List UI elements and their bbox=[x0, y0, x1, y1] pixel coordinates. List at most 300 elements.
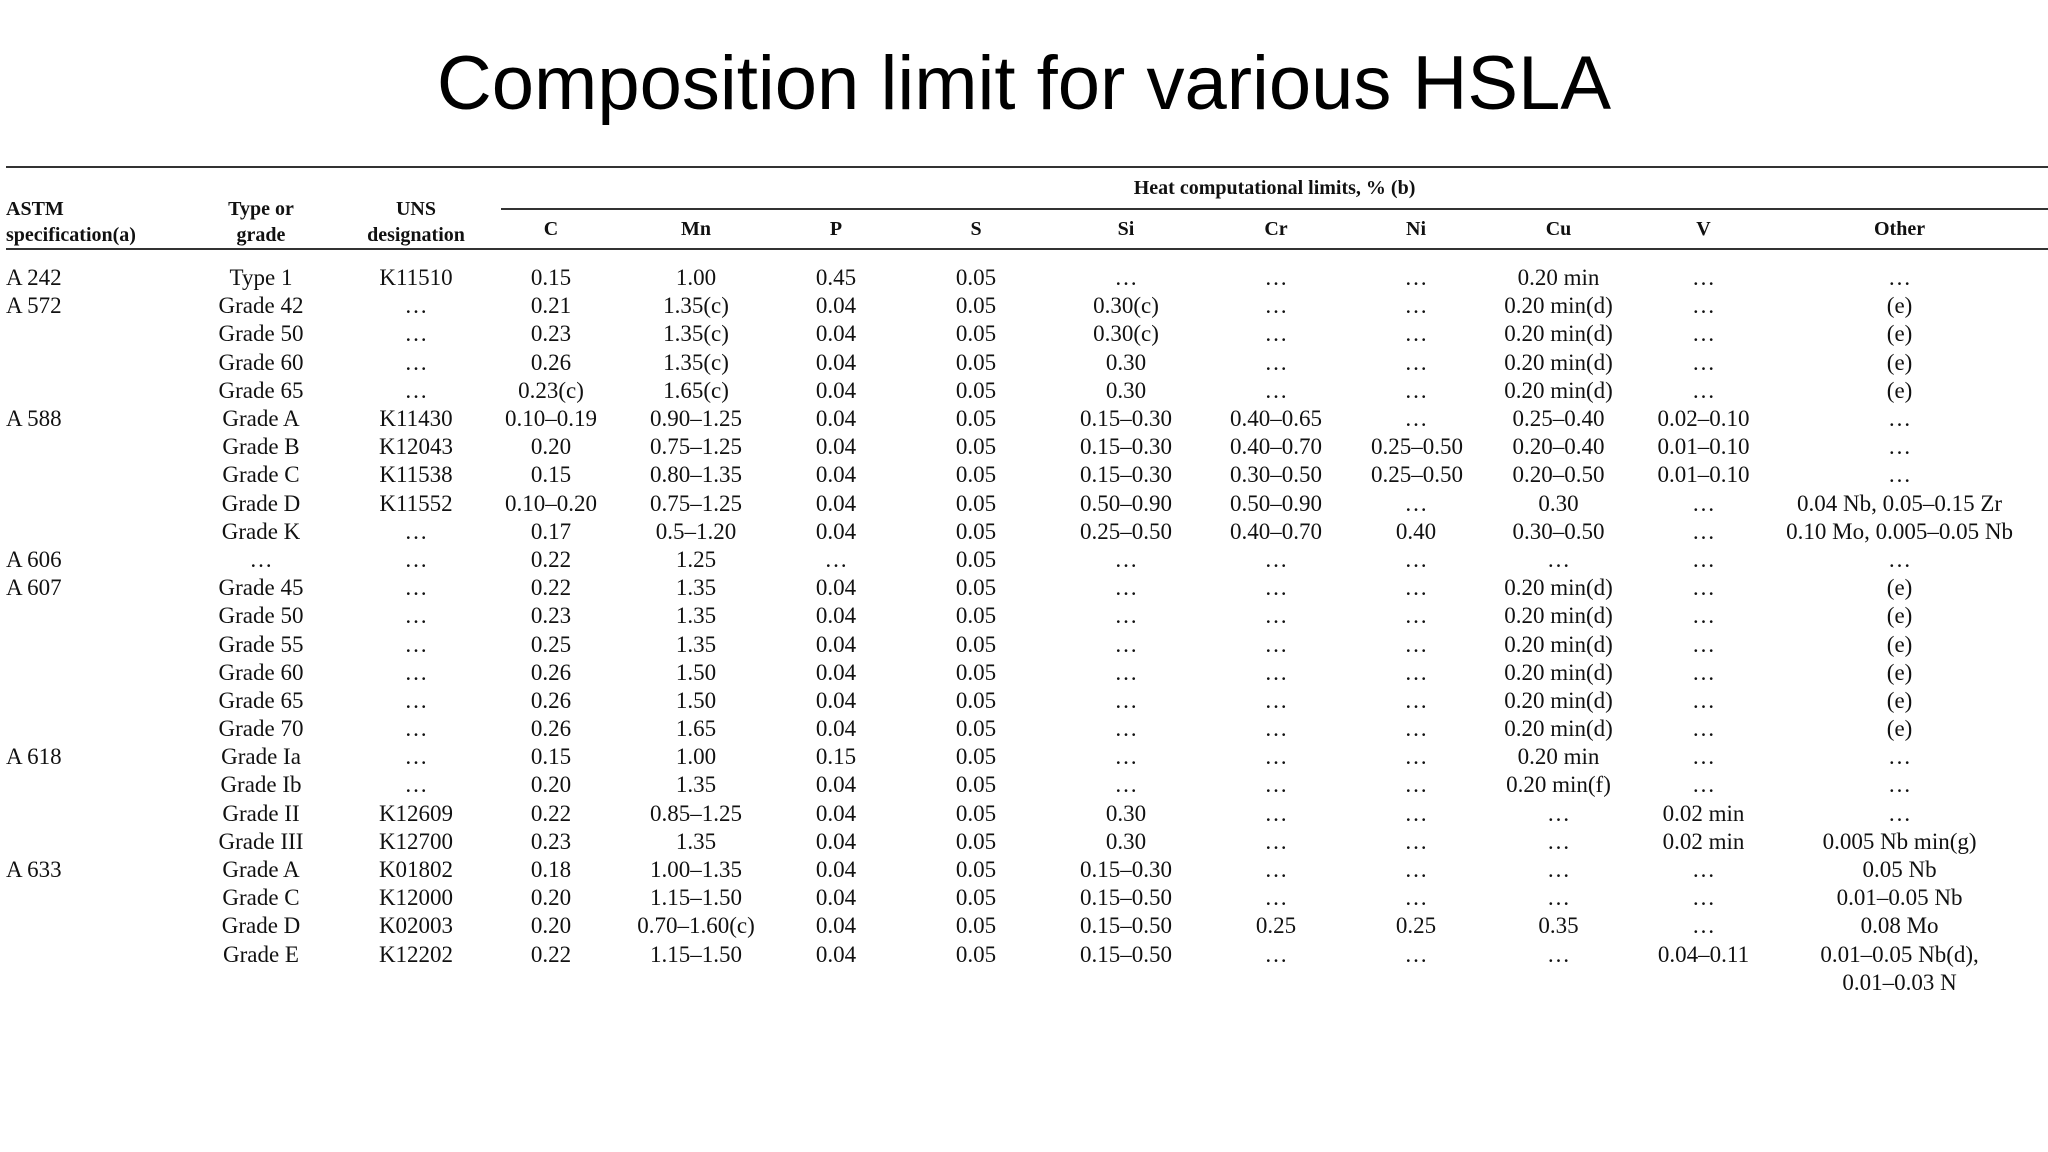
table-row bbox=[6, 574, 2048, 602]
cell-cr: … bbox=[1264, 857, 1288, 883]
cell-v: … bbox=[1692, 716, 1715, 742]
cell-uns: … bbox=[404, 687, 428, 713]
cell-c: 0.15 bbox=[530, 744, 572, 770]
header-ni: Ni bbox=[1406, 218, 1426, 240]
cell-p: 0.04 bbox=[815, 913, 857, 939]
cell-c: 0.22 bbox=[530, 575, 572, 601]
cell-si: 0.30 bbox=[1105, 377, 1147, 403]
cell-s: 0.05 bbox=[955, 800, 997, 826]
cell-c: 0.22 bbox=[530, 800, 572, 826]
cell-cu: … bbox=[1547, 800, 1570, 826]
header-uns: UNS designation bbox=[367, 198, 465, 246]
cell-si: 0.15–0.30 bbox=[1080, 406, 1172, 432]
cell-cr: … bbox=[1264, 659, 1288, 685]
cell-s: 0.05 bbox=[955, 490, 997, 516]
cell-si: 0.50–0.90 bbox=[1080, 490, 1172, 516]
cell-si: … bbox=[1114, 772, 1138, 798]
table-header bbox=[6, 168, 2048, 249]
cell-v: 0.02 min bbox=[1662, 828, 1745, 854]
cell-cr: … bbox=[1264, 800, 1288, 826]
cell-p: 0.04 bbox=[815, 321, 857, 347]
cell-si: 0.15–0.50 bbox=[1080, 941, 1172, 967]
cell-uns: … bbox=[404, 349, 428, 375]
cell-ni: … bbox=[1404, 603, 1428, 629]
cell-cr: … bbox=[1264, 575, 1288, 601]
cell-ni: … bbox=[1404, 659, 1428, 685]
cell-ni: … bbox=[1404, 828, 1428, 854]
cell-s: 0.05 bbox=[955, 349, 997, 375]
cell-cu: … bbox=[1547, 885, 1570, 911]
cell-ni: … bbox=[1404, 885, 1428, 911]
cell-c: 0.18 bbox=[530, 857, 572, 883]
cell-c: 0.23 bbox=[530, 321, 572, 347]
cell-p: 0.04 bbox=[815, 490, 857, 516]
cell-spec bbox=[6, 518, 191, 546]
cell-cr: 0.30–0.50 bbox=[1230, 462, 1322, 488]
cell-v: … bbox=[1692, 885, 1715, 911]
cell-other: … bbox=[1888, 462, 1912, 488]
cell-ni: … bbox=[1404, 490, 1428, 516]
cell-c: 0.20 bbox=[530, 913, 572, 939]
table-row bbox=[6, 715, 2048, 743]
cell-grade: Grade Ib bbox=[220, 772, 302, 798]
cell-uns: K11552 bbox=[379, 490, 453, 516]
cell-other: … bbox=[1888, 800, 1912, 826]
cell-spec bbox=[6, 828, 191, 856]
cell-uns: K11538 bbox=[379, 462, 453, 488]
cell-c: 0.17 bbox=[530, 518, 572, 544]
cell-c: 0.26 bbox=[530, 716, 572, 742]
cell-v: … bbox=[1692, 659, 1715, 685]
table-row bbox=[6, 743, 2048, 771]
cell-ni: 0.40 bbox=[1395, 518, 1437, 544]
cell-spec bbox=[6, 320, 191, 348]
cell-uns: K11430 bbox=[379, 406, 453, 432]
cell-s: 0.05 bbox=[955, 321, 997, 347]
cell-other: (e) bbox=[1886, 687, 1913, 713]
cell-spec bbox=[6, 912, 191, 940]
cell-c: 0.15 bbox=[530, 462, 572, 488]
cell-cu: 0.20 min(d) bbox=[1504, 659, 1613, 685]
cell-mn: 0.5–1.20 bbox=[655, 518, 737, 544]
cell-si: 0.30 bbox=[1105, 800, 1147, 826]
cell-p: 0.15 bbox=[815, 744, 857, 770]
cell-other: (e) bbox=[1886, 575, 1913, 601]
header-s: S bbox=[970, 218, 982, 240]
cell-v: … bbox=[1692, 546, 1715, 572]
cell-ni: … bbox=[1404, 716, 1428, 742]
cell-other: … bbox=[1888, 265, 1912, 291]
cell-p: 0.04 bbox=[815, 377, 857, 403]
cell-c: 0.20 bbox=[530, 772, 572, 798]
cell-grade: Grade B bbox=[222, 434, 300, 460]
cell-cr: … bbox=[1264, 744, 1288, 770]
cell-grade: Grade 50 bbox=[218, 321, 304, 347]
cell-p: 0.04 bbox=[815, 575, 857, 601]
cell-si: 0.15–0.30 bbox=[1080, 857, 1172, 883]
composition-table-container bbox=[6, 166, 2048, 997]
cell-other: 0.04 Nb, 0.05–0.15 Zr bbox=[1797, 490, 2003, 516]
cell-grade: Grade 55 bbox=[218, 631, 304, 657]
cell-spec: A 606 bbox=[6, 546, 62, 572]
cell-ni: … bbox=[1404, 293, 1428, 319]
cell-cu: 0.20 min(d) bbox=[1504, 687, 1613, 713]
cell-cu: 0.20 min(d) bbox=[1504, 716, 1613, 742]
cell-ni: … bbox=[1404, 575, 1428, 601]
cell-uns: K02003 bbox=[378, 913, 454, 939]
cell-si: … bbox=[1114, 631, 1138, 657]
cell-v: … bbox=[1692, 857, 1715, 883]
cell-cr: … bbox=[1264, 941, 1288, 967]
cell-cu: 0.20 min(f) bbox=[1506, 772, 1611, 798]
cell-s: 0.05 bbox=[955, 828, 997, 854]
cell-si: … bbox=[1114, 546, 1138, 572]
cell-other: 0.01–0.05 Nb(d), bbox=[1820, 941, 1979, 967]
cell-ni: … bbox=[1404, 631, 1428, 657]
cell-si: … bbox=[1114, 603, 1138, 629]
cell-s: 0.05 bbox=[955, 857, 997, 883]
cell-grade: Grade A bbox=[222, 857, 300, 883]
cell-c: 0.10–0.20 bbox=[505, 490, 597, 516]
cell-mn: 0.75–1.25 bbox=[650, 434, 742, 460]
cell-si bbox=[1071, 969, 1181, 997]
cell-mn: 1.50 bbox=[675, 687, 717, 713]
cell-s: 0.05 bbox=[955, 265, 997, 291]
cell-cr: 0.40–0.70 bbox=[1230, 434, 1322, 460]
cell-ni: 0.25 bbox=[1395, 913, 1437, 939]
cell-grade: Type 1 bbox=[229, 265, 293, 291]
cell-other: (e) bbox=[1886, 349, 1913, 375]
cell-cr: … bbox=[1264, 631, 1288, 657]
header-type: Type or grade bbox=[228, 198, 294, 246]
header-other: Other bbox=[1874, 218, 1926, 240]
cell-other: 0.10 Mo, 0.005–0.05 Nb bbox=[1786, 518, 2013, 544]
cell-s: 0.05 bbox=[955, 941, 997, 967]
cell-c bbox=[501, 969, 601, 997]
cell-ni: 0.25–0.50 bbox=[1371, 462, 1463, 488]
cell-spec bbox=[6, 461, 191, 489]
cell-grade: Grade D bbox=[221, 913, 301, 939]
cell-p: 0.04 bbox=[815, 603, 857, 629]
cell-si: … bbox=[1114, 716, 1138, 742]
cell-p: 0.04 bbox=[815, 659, 857, 685]
cell-spec bbox=[6, 490, 191, 518]
cell-mn bbox=[601, 969, 791, 997]
cell-mn: 1.35 bbox=[675, 603, 717, 629]
table-row bbox=[6, 377, 2048, 405]
cell-c: 0.15 bbox=[530, 265, 572, 291]
cell-c: 0.22 bbox=[530, 546, 572, 572]
cell-c: 0.10–0.19 bbox=[505, 406, 597, 432]
cell-si: 0.30 bbox=[1105, 349, 1147, 375]
cell-spec bbox=[6, 630, 191, 658]
cell-other: (e) bbox=[1886, 377, 1913, 403]
cell-v: … bbox=[1692, 744, 1715, 770]
cell-other: 0.01–0.03 N bbox=[1842, 969, 1957, 995]
cell-v: 0.04–0.11 bbox=[1657, 941, 1750, 967]
cell-cu bbox=[1461, 969, 1656, 997]
cell-v: … bbox=[1692, 603, 1715, 629]
cell-mn: 1.35 bbox=[675, 631, 717, 657]
cell-spec bbox=[6, 602, 191, 630]
table-row bbox=[6, 800, 2048, 828]
cell-cr: 0.40–0.70 bbox=[1230, 518, 1322, 544]
cell-mn: 1.00 bbox=[675, 744, 717, 770]
cell-uns: K12000 bbox=[378, 885, 454, 911]
cell-cr: 0.25 bbox=[1255, 913, 1297, 939]
cell-cu: … bbox=[1547, 828, 1570, 854]
cell-si: 0.15–0.50 bbox=[1080, 885, 1172, 911]
cell-grade: Grade A bbox=[222, 406, 300, 432]
cell-cu: 0.20 min(d) bbox=[1504, 293, 1613, 319]
cell-uns: … bbox=[404, 518, 428, 544]
cell-grade: Grade 50 bbox=[218, 603, 304, 629]
cell-uns: K11510 bbox=[379, 265, 453, 291]
cell-v: … bbox=[1692, 518, 1715, 544]
cell-spec bbox=[6, 377, 191, 405]
cell-uns: … bbox=[404, 546, 428, 572]
table-row bbox=[6, 490, 2048, 518]
cell-uns: … bbox=[404, 744, 428, 770]
cell-v: … bbox=[1692, 631, 1715, 657]
cell-spec bbox=[6, 715, 191, 743]
cell-ni: 0.25–0.50 bbox=[1371, 434, 1463, 460]
cell-si: … bbox=[1114, 659, 1138, 685]
cell-p: 0.04 bbox=[815, 631, 857, 657]
table-row bbox=[6, 602, 2048, 630]
cell-cr: … bbox=[1264, 546, 1288, 572]
cell-si: 0.30 bbox=[1105, 828, 1147, 854]
cell-mn: 1.35 bbox=[675, 575, 717, 601]
cell-p: 0.04 bbox=[815, 462, 857, 488]
cell-cr: … bbox=[1264, 772, 1288, 798]
cell-ni: … bbox=[1404, 406, 1428, 432]
header-mn: Mn bbox=[681, 218, 711, 240]
cell-mn: 1.65(c) bbox=[663, 377, 729, 403]
cell-uns: K12609 bbox=[378, 800, 454, 826]
cell-cu: … bbox=[1547, 546, 1570, 572]
cell-spec: A 607 bbox=[6, 575, 62, 601]
cell-v: … bbox=[1692, 913, 1715, 939]
cell-ni: … bbox=[1404, 941, 1428, 967]
table-row bbox=[6, 320, 2048, 348]
cell-uns: … bbox=[404, 631, 428, 657]
cell-cu: 0.30–0.50 bbox=[1512, 518, 1605, 544]
cell-grade: Grade Ia bbox=[221, 744, 301, 770]
header-v: V bbox=[1696, 218, 1711, 240]
cell-grade: Grade III bbox=[218, 828, 304, 854]
table-row bbox=[6, 546, 2048, 574]
cell-cr: … bbox=[1264, 349, 1288, 375]
cell-grade: Grade 65 bbox=[218, 687, 304, 713]
cell-mn: 0.80–1.35 bbox=[650, 462, 742, 488]
cell-si: 0.15–0.30 bbox=[1080, 434, 1172, 460]
cell-cu: … bbox=[1547, 857, 1570, 883]
cell-mn: 1.15–1.50 bbox=[650, 941, 742, 967]
table-row bbox=[6, 433, 2048, 461]
table-row bbox=[6, 828, 2048, 856]
cell-uns: … bbox=[404, 293, 428, 319]
cell-si: 0.15–0.30 bbox=[1080, 462, 1172, 488]
cell-c: 0.23 bbox=[530, 603, 572, 629]
cell-c: 0.20 bbox=[530, 434, 572, 460]
cell-c: 0.26 bbox=[530, 659, 572, 685]
cell-si: … bbox=[1114, 687, 1138, 713]
cell-other: … bbox=[1888, 772, 1912, 798]
cell-si: … bbox=[1114, 744, 1138, 770]
cell-mn: 1.50 bbox=[675, 659, 717, 685]
cell-grade: Grade 70 bbox=[218, 716, 304, 742]
cell-s: 0.05 bbox=[955, 885, 997, 911]
cell-v: … bbox=[1692, 265, 1715, 291]
cell-cr: … bbox=[1264, 885, 1288, 911]
cell-uns: K12700 bbox=[378, 828, 454, 854]
cell-grade: Grade E bbox=[223, 941, 299, 967]
cell-s: 0.05 bbox=[955, 772, 997, 798]
table-row bbox=[6, 969, 2048, 997]
cell-other: (e) bbox=[1886, 659, 1913, 685]
cell-c: 0.26 bbox=[530, 349, 572, 375]
cell-s: 0.05 bbox=[955, 744, 997, 770]
cell-grade: Grade C bbox=[222, 462, 300, 488]
cell-cu: 0.20 min(d) bbox=[1504, 377, 1613, 403]
cell-other: 0.005 Nb min(g) bbox=[1822, 828, 1977, 854]
cell-spec: A 242 bbox=[6, 265, 62, 291]
table-row bbox=[6, 518, 2048, 546]
cell-uns bbox=[331, 969, 501, 997]
cell-c: 0.21 bbox=[530, 293, 572, 319]
header-cu: Cu bbox=[1545, 218, 1572, 240]
cell-p: 0.04 bbox=[815, 518, 857, 544]
cell-cr: … bbox=[1264, 687, 1288, 713]
cell-cu: 0.20 min bbox=[1517, 265, 1600, 291]
table-row bbox=[6, 249, 2048, 292]
cell-s bbox=[881, 969, 1071, 997]
cell-cu: 0.20 min(d) bbox=[1504, 575, 1613, 601]
cell-p: 0.04 bbox=[815, 885, 857, 911]
cell-s: 0.05 bbox=[955, 913, 997, 939]
cell-cr: … bbox=[1264, 603, 1288, 629]
cell-c: 0.23(c) bbox=[518, 377, 584, 403]
cell-other: … bbox=[1888, 546, 1912, 572]
cell-spec bbox=[6, 884, 191, 912]
cell-c: 0.25 bbox=[530, 631, 572, 657]
cell-s: 0.05 bbox=[955, 377, 997, 403]
cell-p: 0.04 bbox=[815, 434, 857, 460]
cell-uns: K12043 bbox=[378, 434, 454, 460]
cell-uns: … bbox=[404, 321, 428, 347]
cell-mn: 0.70–1.60(c) bbox=[637, 913, 755, 939]
table-row bbox=[6, 912, 2048, 940]
cell-mn: 0.85–1.25 bbox=[650, 800, 742, 826]
cell-p: 0.04 bbox=[815, 772, 857, 798]
cell-p: 0.04 bbox=[815, 716, 857, 742]
table-row bbox=[6, 856, 2048, 884]
cell-s: 0.05 bbox=[955, 659, 997, 685]
cell-other: (e) bbox=[1886, 293, 1913, 319]
cell-p bbox=[791, 969, 881, 997]
cell-v: … bbox=[1692, 772, 1715, 798]
cell-grade: … bbox=[249, 546, 273, 572]
cell-uns: K12202 bbox=[378, 941, 454, 967]
cell-cu: 0.20 min(d) bbox=[1504, 321, 1613, 347]
cell-cr: 0.40–0.65 bbox=[1230, 406, 1322, 432]
cell-other: … bbox=[1888, 744, 1912, 770]
cell-ni: … bbox=[1404, 800, 1428, 826]
cell-uns: … bbox=[404, 659, 428, 685]
cell-si: … bbox=[1114, 265, 1138, 291]
cell-other: 0.08 Mo bbox=[1860, 913, 1939, 939]
cell-cu: 0.20 min bbox=[1517, 744, 1600, 770]
cell-mn: 0.90–1.25 bbox=[650, 406, 742, 432]
table-row bbox=[6, 941, 2048, 969]
cell-cr bbox=[1181, 969, 1371, 997]
cell-other: (e) bbox=[1886, 603, 1913, 629]
cell-grade: Grade D bbox=[221, 490, 301, 516]
table-row bbox=[6, 630, 2048, 658]
page-title: Composition limit for various HSLA bbox=[436, 41, 1612, 126]
cell-ni: … bbox=[1404, 377, 1428, 403]
cell-v: 0.02–0.10 bbox=[1657, 406, 1750, 432]
cell-v: … bbox=[1692, 293, 1715, 319]
cell-c: 0.20 bbox=[530, 885, 572, 911]
cell-cu: 0.30 bbox=[1538, 490, 1579, 516]
cell-spec: A 572 bbox=[6, 293, 62, 319]
cell-cu: 0.20–0.40 bbox=[1512, 434, 1605, 460]
cell-s: 0.05 bbox=[955, 546, 997, 572]
cell-p: 0.04 bbox=[815, 800, 857, 826]
cell-spec: A 633 bbox=[6, 857, 62, 883]
cell-p: 0.04 bbox=[815, 349, 857, 375]
header-p: P bbox=[829, 218, 843, 240]
cell-cu: 0.20–0.50 bbox=[1512, 462, 1605, 488]
cell-grade: Grade C bbox=[222, 885, 300, 911]
cell-uns: K01802 bbox=[378, 857, 454, 883]
cell-spec bbox=[6, 969, 191, 997]
cell-s: 0.05 bbox=[955, 575, 997, 601]
cell-spec bbox=[6, 800, 191, 828]
cell-si: 0.30(c) bbox=[1093, 293, 1159, 319]
cell-mn: 0.75–1.25 bbox=[650, 490, 742, 516]
cell-grade bbox=[191, 969, 331, 997]
cell-spec bbox=[6, 659, 191, 687]
table-row bbox=[6, 687, 2048, 715]
cell-c: 0.26 bbox=[530, 687, 572, 713]
cell-si: 0.30(c) bbox=[1093, 321, 1159, 347]
cell-other: … bbox=[1888, 434, 1912, 460]
cell-cr: … bbox=[1264, 265, 1288, 291]
cell-si: 0.15–0.50 bbox=[1080, 913, 1172, 939]
cell-c: 0.23 bbox=[530, 828, 572, 854]
cell-cr: … bbox=[1264, 828, 1288, 854]
cell-p: 0.04 bbox=[815, 828, 857, 854]
cell-mn: 1.35 bbox=[675, 828, 717, 854]
cell-cr: 0.50–0.90 bbox=[1230, 490, 1322, 516]
cell-s: 0.05 bbox=[955, 687, 997, 713]
cell-p: 0.04 bbox=[815, 293, 857, 319]
cell-spec bbox=[6, 941, 191, 969]
cell-cu: 0.20 min(d) bbox=[1504, 349, 1613, 375]
cell-cu: 0.20 min(d) bbox=[1504, 631, 1613, 657]
cell-ni: … bbox=[1404, 857, 1428, 883]
cell-spec bbox=[6, 349, 191, 377]
cell-cr: … bbox=[1264, 716, 1288, 742]
cell-mn: 1.25 bbox=[675, 546, 717, 572]
cell-mn: 1.35(c) bbox=[663, 349, 729, 375]
table-row bbox=[6, 349, 2048, 377]
cell-v: … bbox=[1692, 377, 1715, 403]
cell-s: 0.05 bbox=[955, 716, 997, 742]
